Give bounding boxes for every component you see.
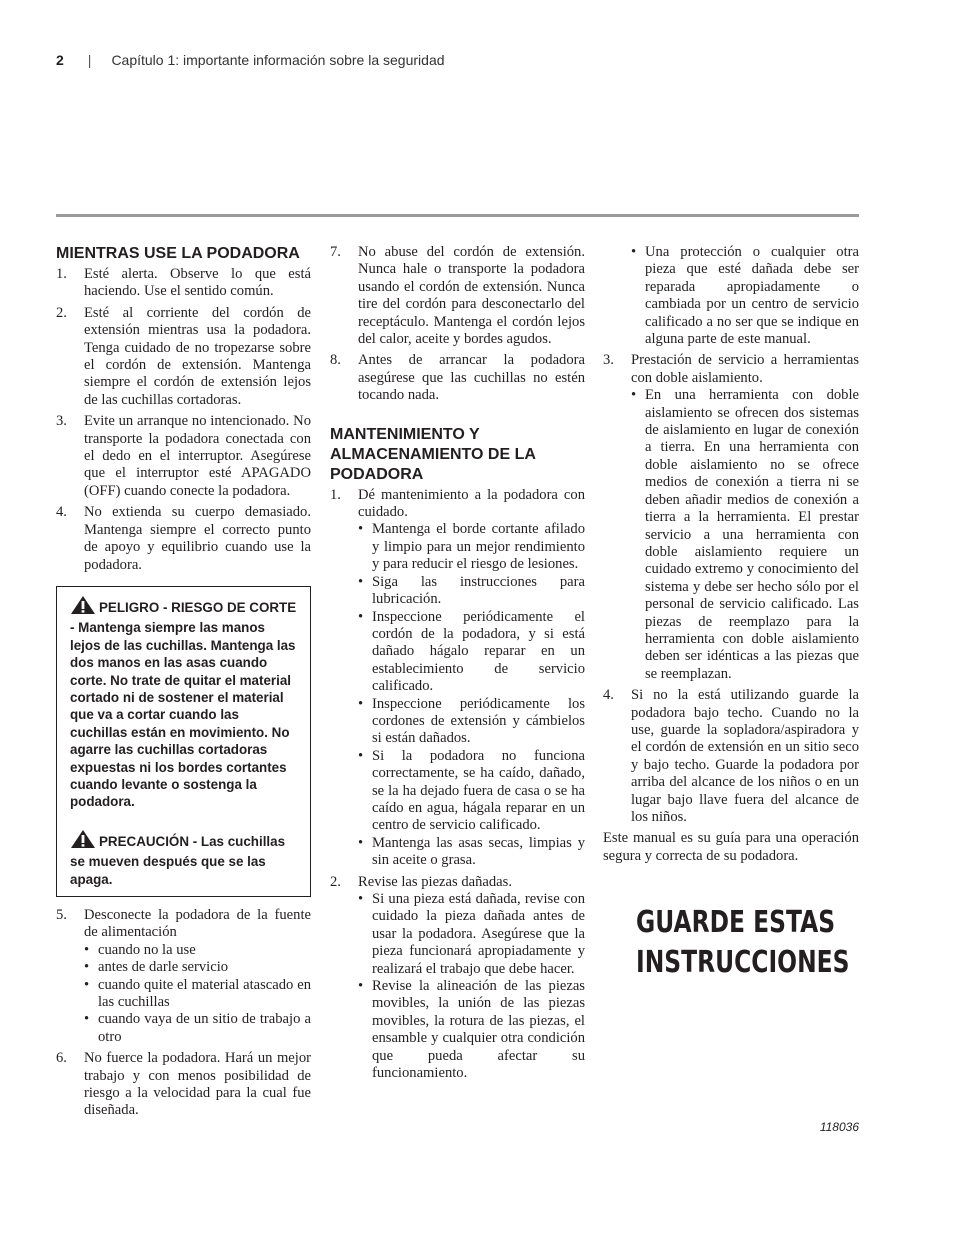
bullet-item: • Revise la alineación de las piezas movibles, la unión de las piezas movibles, la rotura de las piezas, el ensamble y cualquier otra condición que pueda afectar su funcionamiento. [358, 978, 585, 1082]
item-text: No fuerce la podadora. Hará un mejor trabajo y con menos posibilidad de riesgo a la velocidad para la cual fue diseñada. [84, 1050, 311, 1119]
danger-text: PELIGRO - RIESGO DE CORTE - Mantenga siempre las manos lejos de las cuchillas. Mantenga las dos manos en las asas cuando corte. No trate de quitar el material cortado ni de sostener el material que va a cortar cuando las cuchillas están en movimiento. No agarre las cuchillas cortadoras expuestas ni los bordes cortantes cuando levante o sostenga la podadora. [70, 599, 297, 810]
bullet-item: • Mantenga las asas secas, limpias y sin aceite o grasa. [358, 834, 585, 869]
bullet-item: • Siga las instrucciones para lubricación. [358, 573, 585, 608]
item-number: 5. [56, 907, 67, 923]
list-item [330, 487, 585, 870]
item-number: 1. [56, 266, 67, 282]
item-text: Dé mantenimiento a la podadora con cuidado. [358, 486, 585, 521]
column-1 [56, 244, 311, 1124]
closing-paragraph: Este manual es su guía para una operación segura y correcta de su podadora. [603, 830, 859, 864]
item-text: Esté alerta. Observe lo que está haciendo. Use el sentido común. [84, 266, 311, 300]
bullet-list [358, 521, 585, 869]
section-rule [56, 214, 859, 217]
item-number: 2. [330, 873, 341, 890]
list-item [330, 874, 585, 1083]
caution-text: PRECAUCIÓN - Las cuchillas se mueven después que se las apaga. [70, 833, 286, 887]
heading-line-1: GUARDE ESTAS [636, 905, 836, 941]
list-item [330, 244, 585, 348]
page-number: 2 [56, 52, 64, 68]
item-number: 4. [603, 687, 614, 704]
column-2 [330, 244, 585, 1086]
item-number: 8. [330, 352, 341, 369]
item-text: No extienda su cuerpo demasiado. Mantenga siempre el correcto punto de apoyo y equilibrio cuando use la podadora. [84, 504, 311, 573]
heading-line-2: INSTRUCCIONES [636, 945, 850, 981]
bullet-item: • Si la podadora no funciona correctamente, se ha caído, dañado, se la ha dejado fuera de casa o se ha caído en agua, hágala reparar en un centro de servicio calificado. [358, 747, 585, 834]
item-text: Si no la está utilizando guarde la podadora bajo techo. Cuando no la use, guarde la sopladora/aspiradora y el cordón de extensión en un sitio seco y bajo techo. Guarde la podadora por arriba del alcance de los niños o en un lugar bajo llave fuera del alcance de los niños. [631, 687, 859, 825]
item-text: Esté al corriente del cordón de extensión mientras usa la podadora. Tenga cuidado de no tropezarse sobre el cordón de extensión. Mantenga siempre el cordón de extensión lejos de las cuchillas cortadoras. [84, 304, 311, 408]
list-item [56, 1050, 311, 1120]
section-heading-maintenance: MANTENIMIENTO Y ALMACENAMIENTO DE LA PODADORA [330, 425, 536, 483]
warning-triangle-icon [70, 829, 96, 853]
section-heading-use: MIENTRAS USE LA PODADORA [56, 245, 300, 262]
item-text: Prestación de servicio a herramientas con doble aislamiento. [631, 352, 859, 386]
bullet-item: • Inspeccione periódicamente el cordón de la podadora, y si está dañado hágalo reparar en un establecimiento de servicio calificado. [358, 608, 585, 695]
page-header [56, 52, 445, 68]
bullet-list [358, 891, 585, 1082]
bullet-item: • Mantenga el borde cortante afilado y limpio para un mejor rendimiento y para reducir el riesgo de lesiones. [358, 521, 585, 573]
item-number: 3. [56, 413, 67, 430]
list-item [56, 266, 311, 301]
bullet-item: • En una herramienta con doble aislamiento se ofrecen dos sistemas de aislamiento en lugar de conexión a tierra. En una herramienta con doble aislamiento no se ofrece medios de conexión a tierra ni se deben añadir medios de conexión a tierra a la herramienta. El prestar servicio a una herramienta con doble aislamiento requiere un cuidado extremo y conocimiento del sistema y debe ser hecho sólo por el personal de servicio calificado. Las piezas de reemplazo para la herramienta con doble aislamiento deben ser idénticas a las piezas que se reemplazan. [631, 387, 859, 682]
list-item [603, 352, 859, 683]
bullet-item: • antes de darle servicio [84, 959, 229, 976]
bullet-item: • Si una pieza está dañada, revise con cuidado la pieza dañada antes de usar la podadora. Asegúrese que la pieza funcionará apropiadamente y realizará el trabajo que debe hacer. [358, 891, 585, 977]
caution-warning [70, 829, 298, 888]
list-item [56, 504, 311, 574]
item-text: Desconecte la podadora de la fuente de alimentación [84, 907, 311, 941]
warning-box [56, 586, 311, 897]
chapter-title: Capítulo 1: importante información sobre la seguridad [111, 52, 445, 68]
save-instructions-heading [636, 903, 850, 983]
item-text: Revise las piezas dañadas. [358, 873, 512, 890]
warning-triangle-icon [70, 595, 96, 619]
bullet-list [631, 387, 859, 683]
item-number: 1. [330, 486, 341, 503]
list-item [56, 907, 311, 1046]
item-number: 2. [56, 304, 67, 321]
bullet-item: • cuando no la use [84, 941, 196, 958]
item-text: No abuse del cordón de extensión. Nunca hale o transporte la podadora usando el cordón de extensión. Nunca tire del cordón para desconectarlo del receptáculo. Mantenga el cordón lejos del calor, aceite y bordes agudos. [358, 244, 585, 348]
danger-warning [70, 595, 298, 811]
item-number: 7. [330, 244, 341, 260]
bullet-list [84, 942, 311, 1046]
list-item [603, 687, 859, 826]
list-item [56, 305, 311, 409]
column-3 [603, 244, 859, 983]
item-text: Evite un arranque no intencionado. No transporte la podadora conectada con el dedo en el interruptor. Asegúrese que el interruptor esté APAGADO (OFF) cuando conecte la podadora. [84, 413, 311, 499]
item-number: 6. [56, 1050, 67, 1067]
item-number: 4. [56, 504, 67, 521]
bullet-item: • Una protección o cualquier otra pieza que esté dañada debe ser reparada apropiadamente o cambiada por un centro de servicio calificado a no ser que se indique en alguna parte de este manual. [631, 244, 859, 348]
bullet-item: • cuando vaya de un sitio de trabajo a otro [84, 1011, 311, 1045]
item-text: Antes de arrancar la podadora asegúrese que las cuchillas no estén tocando nada. [358, 352, 585, 404]
bullet-item: • Inspeccione periódicamente los cordones de extensión y cámbielos si están dañados. [358, 695, 585, 747]
header-separator: | [87, 52, 92, 68]
list-item [330, 352, 585, 404]
item-number: 3. [603, 352, 614, 369]
bullet-item: • cuando quite el material atascado en las cuchillas [84, 976, 311, 1011]
list-item [56, 413, 311, 500]
document-number: 118036 [819, 1120, 859, 1134]
